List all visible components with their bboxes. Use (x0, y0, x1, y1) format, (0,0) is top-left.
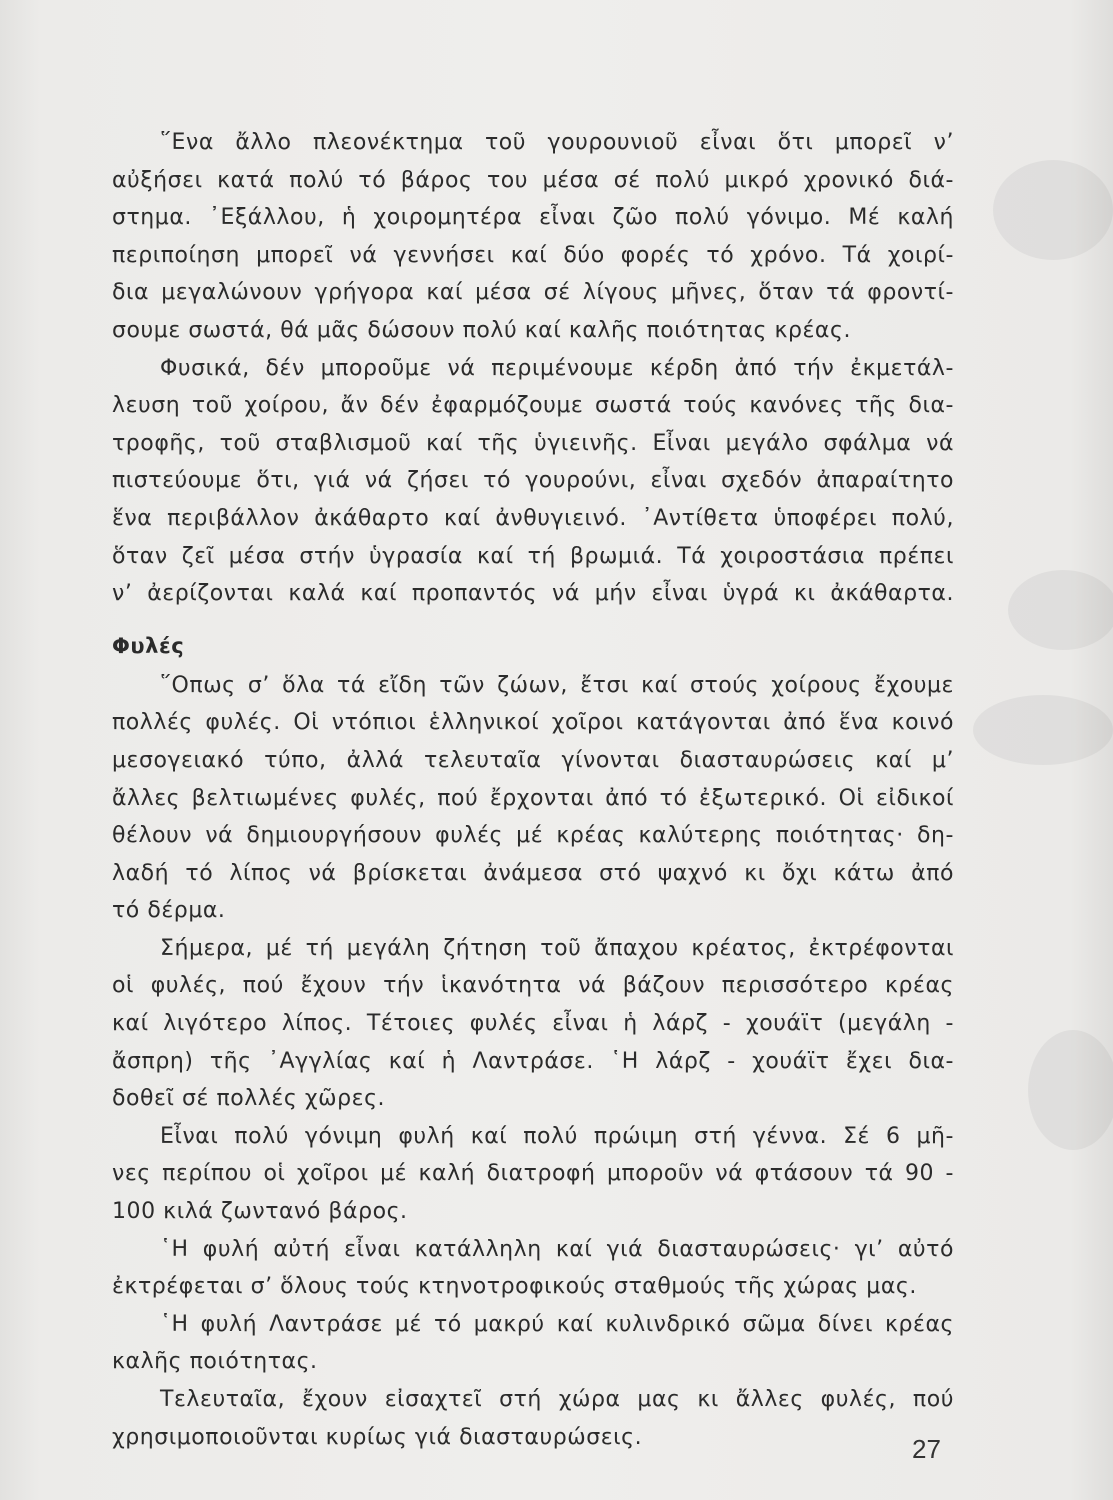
text-line: καί λιγότερο λίπος. Τέτοιες φυλές εἶναι ἡ λάρζ - χουάϊτ (μεγάλη - (112, 1011, 954, 1037)
paragraph-landrace (112, 1306, 954, 1381)
text-line: μεσογειακό τύπο, ἀλλά τελευταῖα γίνονται διασταυρώσεις καί μ’ (112, 747, 954, 773)
paragraph-breeds (112, 667, 954, 930)
paragraph-advantages (112, 124, 954, 350)
text-line: ἕνα περιβάλλον ἀκάθαρτο καί ἀνθυγιεινό. ᾿Αντίθετα ὑποφέρει πολύ, (112, 505, 954, 531)
paragraph-imported-breeds (112, 1381, 954, 1456)
text-line: οἱ φυλές, πού ἔχουν τήν ἱκανότητα νά βάζουν περισσότερο κρέας (112, 973, 954, 999)
text-line: ἄσπρη) τῆς ᾿Αγγλίας καί ἡ Λαντράσε. ῾Η λάρζ - χουάϊτ ἔχει δια- (112, 1048, 954, 1074)
section-heading: Φυλές (112, 633, 185, 658)
text-line: λαδή τό λίπος νά βρίσκεται ἀνάμεσα στό ψαχνό κι ὄχι κάτω ἀπό (112, 860, 954, 886)
text-line: πιστεύουμε ὅτι, γιά νά ζήσει τό γουρούνι, εἶναι σχεδόν ἀπαραίτητο (112, 468, 954, 494)
text-line: λευση τοῦ χοίρου, ἄν δέν ἐφαρμόζουμε σωστά τούς κανόνες τῆς δια- (112, 393, 954, 419)
page-body (112, 124, 954, 1456)
text-line: δοθεῖ σέ πολλές χῶρες. (112, 1086, 386, 1112)
text-line: Εἶναι πολύ γόνιμη φυλή καί πολύ πρώιμη στή γέννα. Σέ 6 μῆ- (160, 1123, 954, 1149)
text-line: δια μεγαλώνουν γρήγορα καί μέσα σέ λίγους μῆνες, ὅταν τά φροντί- (112, 280, 954, 306)
paragraph-crossbreeding (112, 1231, 954, 1306)
page-number: 27 (912, 1434, 941, 1464)
text-line: σουμε σωστά, θά μᾶς δώσουν πολύ καί καλῆς ποιότητας κρέας. (112, 317, 851, 343)
text-line: ὅταν ζεῖ μέσα στήν ὑγρασία καί τή βρωμιά. Τά χοιροστάσια πρέπει (112, 543, 954, 569)
paragraph-large-white (112, 930, 954, 1118)
text-line: τό δέρμα. (112, 898, 226, 924)
show-through-illustration (933, 90, 1113, 1290)
paragraph-fertility (112, 1118, 954, 1231)
text-line: ἐκτρέφεται σ’ ὅλους τούς κτηνοτροφικούς σταθμούς τῆς χώρας μας. (112, 1274, 917, 1300)
text-line: καλῆς ποιότητας. (112, 1349, 318, 1375)
text-line: 100 κιλά ζωντανό βάρος. (112, 1199, 408, 1225)
text-line: ῾Η φυλή αὐτή εἶναι κατάλληλη καί γιά διασταυρώσεις· γι’ αὐτό (160, 1236, 954, 1262)
text-line: ῞Ενα ἄλλο πλεονέκτημα τοῦ γουρουνιοῦ εἶναι ὅτι μπορεῖ ν’ (160, 130, 954, 155)
text-line: Φυσικά, δέν μποροῦμε νά περιμένουμε κέρδη ἀπό τήν ἐκμετάλ- (160, 355, 954, 381)
text-line: ν’ ἀερίζονται καλά καί προπαντός νά μήν εἶναι ὑγρά κι ἀκάθαρτα. (112, 581, 954, 607)
text-line: στημα. ᾿Εξάλλου, ἡ χοιρομητέρα εἶναι ζῶο πολύ γόνιμο. Μέ καλή (112, 205, 954, 231)
text-line: πολλές φυλές. Οἱ ντόπιοι ἑλληνικοί χοῖροι κατάγονται ἀπό ἕνα κοινό (112, 710, 954, 736)
text-line: Τελευταῖα, ἔχουν εἰσαχτεῖ στή χώρα μας κι ἄλλες φυλές, πού (160, 1387, 954, 1412)
text-line: ῞Οπως σ’ ὅλα τά εἴδη τῶν ζώων, ἔτσι καί στούς χοίρους ἔχουμε (160, 672, 954, 698)
paragraph-hygiene (112, 350, 954, 613)
text-line: ἄλλες βελτιωμένες φυλές, πού ἔρχονται ἀπό τό ἐξωτερικό. Οἱ εἰδικοί (112, 785, 954, 811)
text-line: περιποίηση μπορεῖ νά γεννήσει καί δύο φορές τό χρόνο. Τά χοιρί- (112, 242, 954, 268)
text-line: θέλουν νά δημιουργήσουν φυλές μέ κρέας καλύτερης ποιότητας· δη- (112, 823, 954, 849)
text-line: αὐξήσει κατά πολύ τό βάρος του μέσα σέ πολύ μικρό χρονικό διά- (112, 167, 954, 193)
text-line: ῾Η φυλή Λαντράσε μέ τό μακρύ καί κυλινδρικό σῶμα δίνει κρέας (160, 1311, 954, 1337)
text-line: χρησιμοποιοῦνται κυρίως γιά διασταυρώσεις. (112, 1424, 643, 1450)
text-line: νες περίπου οἱ χοῖροι μέ καλή διατροφή μποροῦν νά φτάσουν τά 90 - (112, 1161, 954, 1187)
text-line: Σήμερα, μέ τή μεγάλη ζήτηση τοῦ ἄπαχου κρέατος, ἐκτρέφονται (160, 935, 954, 961)
text-line: τροφῆς, τοῦ σταβλισμοῦ καί τῆς ὑγιεινῆς. Εἶναι μεγάλο σφάλμα νά (112, 430, 954, 456)
